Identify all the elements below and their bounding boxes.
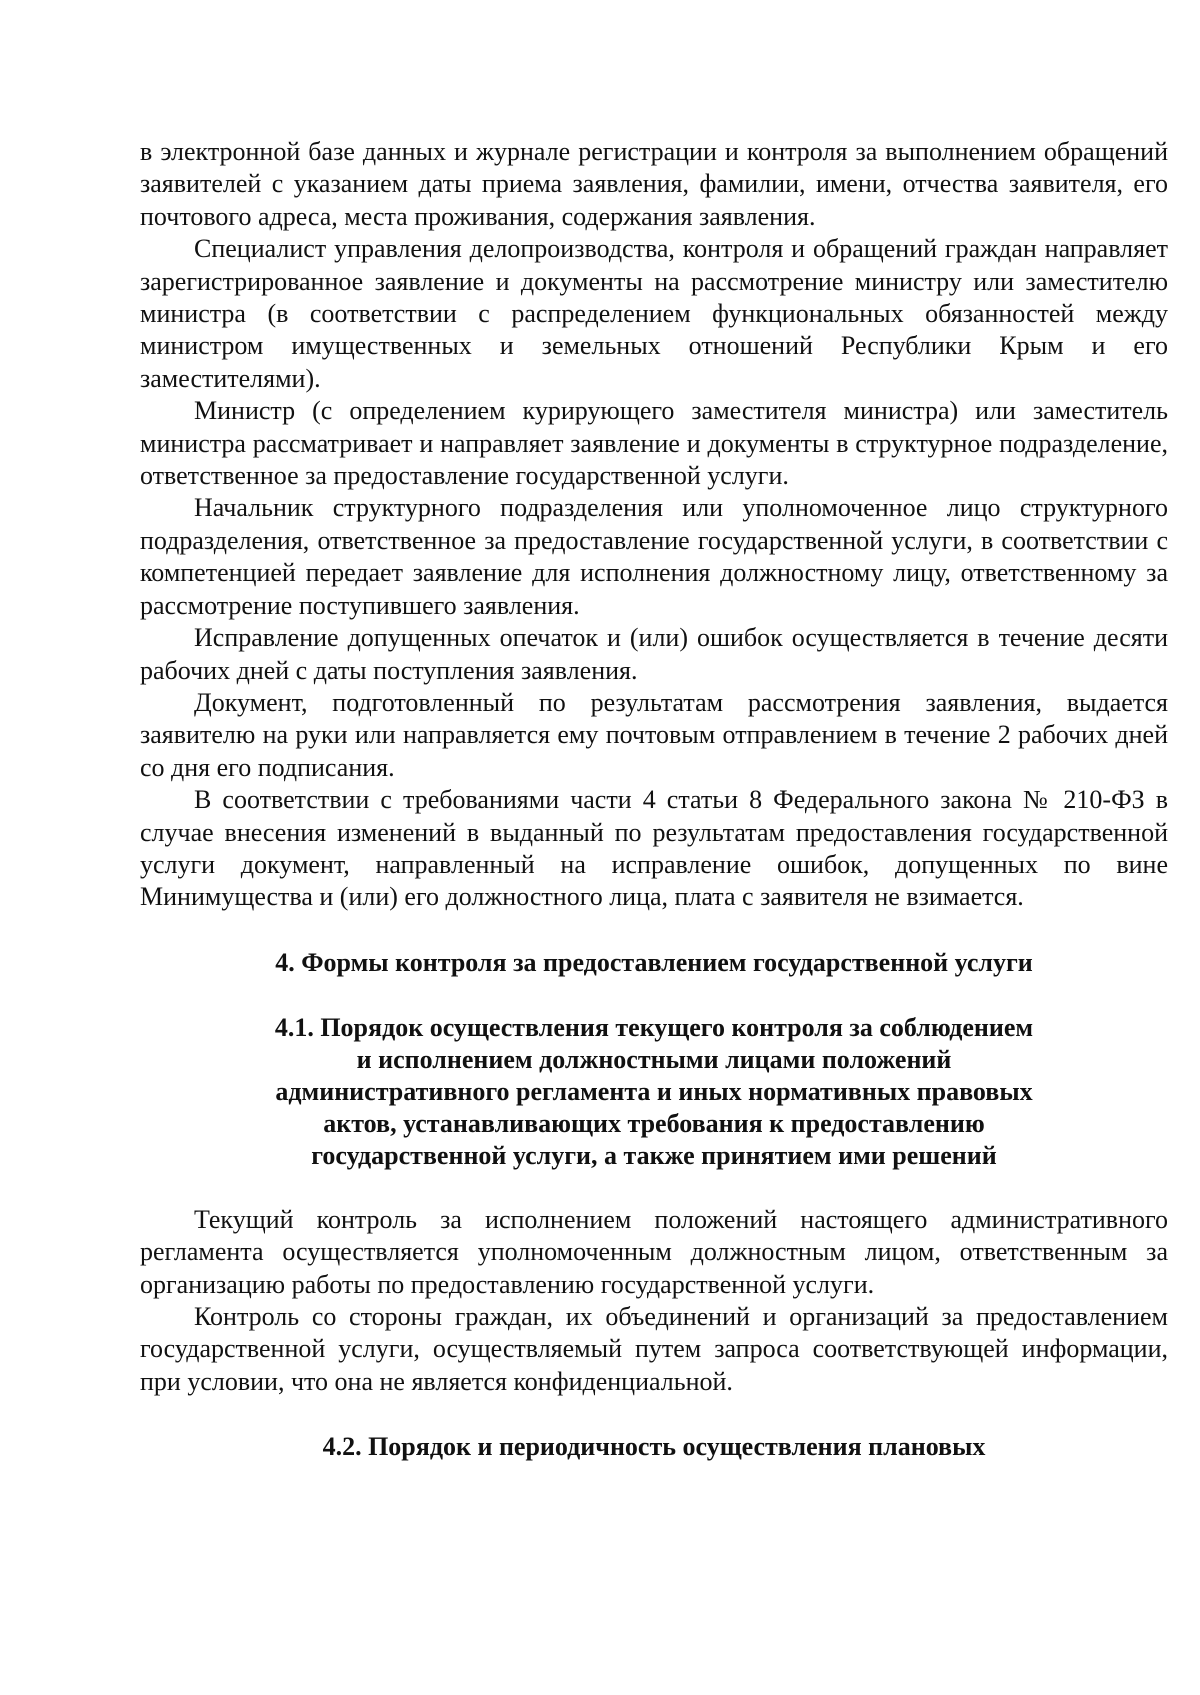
section-4-2-heading: 4.2. Порядок и периодичность осуществления плановых bbox=[322, 1432, 986, 1462]
section-4-1-heading bbox=[140, 1012, 1168, 1172]
paragraph-document-issued: Документ, подготовленный по результатам рассмотрения заявления, выдается заявителю на руки или направляется ему почтовым отправлением в течение 2 рабочих дней со дня его подписания. bbox=[140, 687, 1168, 782]
paragraph-specialist-directs: Специалист управления делопроизводства, контроля и обращений граждан направляет зарегистрированное заявление и документы на рассмотрение министру или заместителю министра (в соответствии с распределением функциональных обязанностей между министром имущественных и земельных отношений Республики Крым и его заместителями). bbox=[140, 234, 1168, 393]
section-4-heading: 4. Формы контроля за предоставлением государственной услуги bbox=[275, 947, 1033, 977]
section-4-1-heading-line: административного регламента и иных нормативных правовых bbox=[275, 1076, 1033, 1106]
document-page bbox=[140, 136, 1168, 1463]
paragraph-head-of-unit: Начальник структурного подразделения или уполномоченное лицо структурного подразделения, ответственное за предоставление государственной услуги, в соответствии с компетенцией передает заявление для исполнения должностному лицу, ответственному за рассмотрение поступившего заявления. bbox=[140, 493, 1168, 620]
paragraph-registration-continuation: в электронной базе данных и журнале регистрации и контроля за выполнением обращений заявителей с указанием даты приема заявления, фамилии, имени, отчества заявителя, его почтового адреса, места проживания, содержания заявления. bbox=[140, 137, 1168, 231]
section-4-1-heading-line: актов, устанавливающих требования к предоставлению bbox=[323, 1108, 985, 1138]
paragraph-no-fee: В соответствии с требованиями части 4 статьи 8 Федерального закона № 210-ФЗ в случае внесения изменений в выданный по результатам предоставления государственной услуги документ, направленный на исправление ошибок, допущенных по вине Минимущества и (или) его должностного лица, плата с заявителя не взимается. bbox=[140, 785, 1168, 912]
section-4-1-heading-line: 4.1. Порядок осуществления текущего контроля за соблюдением bbox=[274, 1012, 1034, 1042]
section-4-1-heading-line: государственной услуги, а также принятием ими решений bbox=[311, 1140, 997, 1170]
paragraph-current-control: Текущий контроль за исполнением положений настоящего административного регламента осуществляется уполномоченным должностным лицом, ответственным за организацию работы по предоставлению государственной услуги. bbox=[140, 1204, 1168, 1299]
section-4-1-heading-line: и исполнением должностными лицами положений bbox=[356, 1044, 952, 1074]
paragraph-minister-reviews: Министр (с определением курирующего заместителя министра) или заместитель министра рассматривает и направляет заявление и документы в структурное подразделение, ответственное за предоставление государственной услуги. bbox=[140, 396, 1168, 491]
paragraph-correction-term: Исправление допущенных опечаток и (или) ошибок осуществляется в течение десяти рабочих дней с даты поступления заявления. bbox=[140, 623, 1168, 685]
paragraph-citizen-control: Контроль со стороны граждан, их объединений и организаций за предоставлением государственной услуги, осуществляемый путем запроса соответствующей информации, при условии, что она не является конфиденциальной. bbox=[140, 1301, 1168, 1396]
